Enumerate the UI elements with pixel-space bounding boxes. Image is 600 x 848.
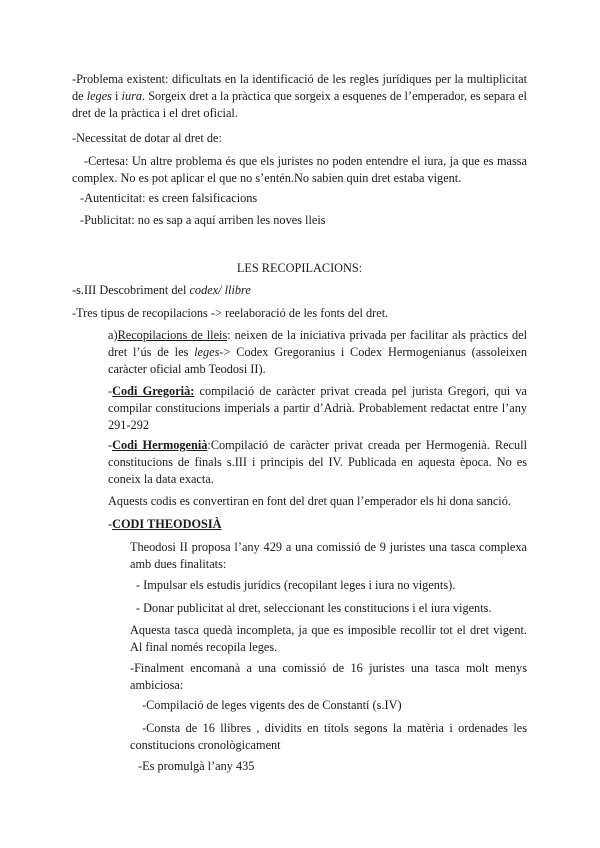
- descobriment-codex: codex/ llibre: [189, 283, 251, 297]
- gregoria-dash: -: [108, 384, 113, 398]
- hermogenia-title: Codi Hermogenià: [112, 438, 208, 452]
- teodosia-promulga-line: -Es promulgà l’any 435: [138, 759, 255, 773]
- descobriment-text: -s.III Descobriment del: [72, 283, 190, 297]
- item-a-leges: leges: [194, 345, 220, 359]
- necessitat-line: -Necessitat de dotar al dret de:: [72, 131, 222, 145]
- item-a-title: Recopilacions de lleis: [117, 328, 228, 342]
- problema-text-i: i: [111, 89, 122, 103]
- codi-hermogenia-paragraph: [108, 437, 527, 488]
- problema-iura: iura: [121, 89, 143, 103]
- teodosia-title: CODI THEODOSIÀ: [112, 517, 222, 531]
- item-a-prefix: a): [108, 328, 118, 342]
- codi-theodosia-heading: [108, 516, 527, 533]
- certesa-paragraph: -Certesa: Un altre problema és que els juristes no poden entendre el iura, ja que es massa complex. No es pot aplicar el que no s’entén.No sabien quin dret estaba vigent.: [72, 154, 527, 185]
- teodosia-donar-line: - Donar publicitat al dret, seleccionant les constitucions i el iura vigents.: [136, 601, 492, 615]
- problema-leges: leges: [86, 89, 112, 103]
- tres-tipus-line: -Tres tipus de recopilacions -> reelaboració de les fonts del dret.: [72, 306, 389, 320]
- teodosia-incompleta-paragraph: Aquesta tasca quedà incompleta, ja que es imposible recollir tot el dret vigent. Al final només recopila leges.: [130, 623, 527, 654]
- gregoria-text: compilació de caràcter privat creada pel jurista Gregori, qui va compilar constitucions imperials a partir d’Adrià. Probablement redactat entre l’any 291-292: [108, 384, 527, 432]
- descobriment-line: [72, 282, 527, 299]
- recopilacions-lleis-paragraph: [108, 327, 527, 378]
- codi-gregoria-paragraph: [108, 383, 527, 434]
- aquests-codis-line: Aquests codis es convertiran en font del dret quan l’emperador els hi dona sanció.: [108, 494, 511, 508]
- problema-text-a: -Problema existent: dificultats en la identificació de les regles jurídiques per la multiplicitat de: [72, 72, 527, 103]
- hermogenia-dash: -: [108, 438, 113, 452]
- teodosia-compilacio-line: -Compilació de leges vigents des de Constantí (s.IV): [142, 698, 402, 712]
- teodosia-proposa-paragraph: Theodosi II proposa l’any 429 a una comissió de 9 juristes una tasca complexa amb dues finalitats:: [130, 540, 527, 571]
- section-heading: LES RECOPILACIONS:: [236, 261, 363, 275]
- teodosia-impulsar-line: - Impulsar els estudis jurídics (recopilant leges i iura no vigents).: [136, 578, 456, 592]
- hermogenia-text: :Compilació de caràcter privat creada per Hermogenià. Recull constitucions de finals s.III i principis del IV. Publicada en aquesta època. No es coneix la data exacta.: [108, 438, 527, 486]
- item-a-text2: -> Codex Gregoranius i Codex Hermogenianus (assoleixen caràcter oficial amb Teodosi II).: [108, 345, 527, 376]
- publicitat-line: -Publicitat: no es sap a aquí arriben les noves lleis: [80, 213, 326, 227]
- item-a-text1: : neixen de la iniciativa privada per facilitar als pràctics del dret l’ús de les: [108, 328, 527, 359]
- gregoria-title: Codi Gregorià:: [112, 384, 195, 398]
- teodosia-consta-paragraph: -Consta de 16 llibres , dividits en títols segons la matèria i ordenades les constitucions cronològicament: [130, 721, 527, 752]
- problema-text-b: . Sorgeix dret a la pràctica que sorgeix a esquenes de l’emperador, es separa el dret de la pràctica i el dret oficial.: [72, 89, 527, 120]
- problema-paragraph: [72, 71, 527, 122]
- teodosia-dash: -: [108, 517, 113, 531]
- teodosia-finalment-paragraph: -Finalment encomanà a una comissió de 16 juristes una tasca molt menys ambiciosa:: [130, 661, 527, 692]
- autenticitat-line: -Autenticitat: es creen falsificacions: [80, 191, 258, 205]
